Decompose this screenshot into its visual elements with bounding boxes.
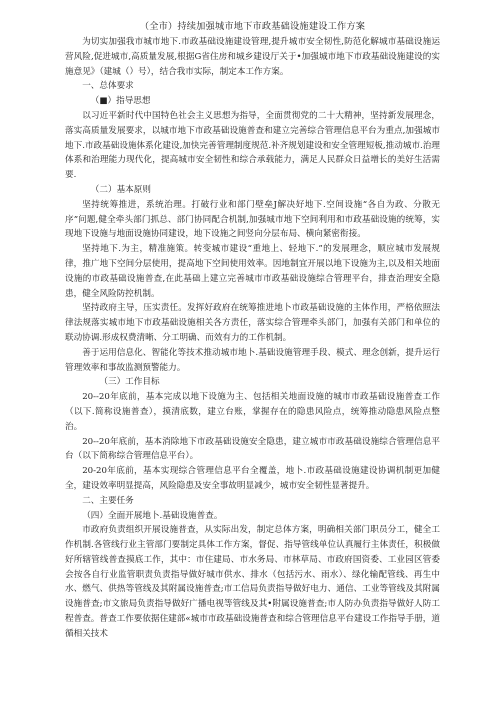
section-1-sub-3-heading: （三）工作目标 bbox=[99, 377, 160, 388]
principle-paragraph-4: 善于运用信息化、智能化等技术推动城市地卜.基础设施管理手段、模式、理念创新，提升运行管理效率和事故监测预警能力。 bbox=[65, 347, 440, 373]
section-2-heading: 二、主要任务 bbox=[82, 495, 134, 506]
guiding-ideology-paragraph: 以习近平新时代中国特色社会主义思想为指导，全面贯彻党的二十大精神，坚持新发展理念，落实高质量发展要求，以城市地下市政基础设施普查和建立完善综合管理信息平台为重点,加强城市地下.市政基础设施体系化建设,加快完善管理制度规范.补齐规划建设和安全管理短板,推动城市.治理体系和治理能力现代化，提高城市安全韧性和综合承载能力，满足人民群众日益增长的美好生活需要. bbox=[65, 110, 440, 181]
section-2-sub-1-heading: （四）全面开展地卜.基础设施普查。 bbox=[82, 510, 223, 521]
principle-paragraph-3: 坚持政府主导，压实责任。发挥好政府在统筹推进地卜市政基础设施的主体作用，严格依照法律法规落实城市地下市政基础设施相关各方责任，落实综合管理牵头部门，加强有关部门和单位的联动协调.形成权费清晰、分工明确、而效有力的工作机制。 bbox=[65, 303, 440, 343]
intro-paragraph: 为切实加强我市城市地下.市政基础设施建设管理,提升城市安全韧性,防范化解城市基础设施运营风险,促进城市,高质量发展,根据G省住房和城乡建设厅关于•加强城市地下市政基础设施建设的实施意见》（建城（）号），结合我市实际，制定本工作方案。 bbox=[65, 37, 440, 77]
survey-paragraph: 市政府负责组织开展设施普查，从实际出发，制定总体方案，明确相关部门职员分工，健全工作机制.各管线行业主管部门要制定具体工作方案，督促、指导管线单位认真履行主体责任，积极做好所辖管线普查摸底工作，其中：市住建局、市水务局、市林草局、市政府国资委、工业园区管委会按各自行业监管职责负责指导做好城市供水、排水（包括污水、雨水）、绿化输配管线、再生中水、燃气、供热等管线及其附属设施普查;市工信局负责指导做好电力、通信、工业等管线及其附属设施普查;市文旅局负责指导做好广播电视等管线及其•附属设施普查;市人防办负责指导做好人防工程普查。普查工作要依据住建部«城市市政基础设施普查和综合管理信息平台建设工作指导手册，道循相关技术 bbox=[65, 525, 440, 639]
section-1-sub-2-heading: （二）基本原则 bbox=[90, 184, 151, 195]
goal-paragraph-1: 20--20年底前，基本完成以地下设施为主、包括相关地面设施的城市市政基础设施普查工作（以下.简称设施普查），摸清底数，建立台账，掌握存在的隐患风险点，统筹推动隐患风险点整治。 bbox=[65, 392, 440, 432]
goal-paragraph-2: 20--20年底前，基本消除地下市政基础设施安全隐患，建立城市市政基础设施综合管理信息平台（以下简称综合管理信息平台）。 bbox=[65, 436, 440, 462]
section-1-heading: 一、总体要求 bbox=[82, 81, 134, 92]
goal-paragraph-3: 20-20年底前，基本实现综合管理信息平台全覆盖，地卜.市政基础设施建设协调机制更加健全，建设效率明显提高，风险隐患及安全事故明显减少，城市安全韧性显著提升。 bbox=[65, 466, 440, 491]
principle-paragraph-2: 坚持地下.为主，精准施策。转变城市建设“重地上、轻地下.”的发展理念，顺应城市发展规律，推广地下空间分层使用，提高地下空间使用效率。因地制宜开展以地下设施为主,以及相关地面设施的市政基础设施普查,在此基础上建立完善城市市政基础设施综合管理平台，排查治理安全隐患，健全风险防控机制。 bbox=[65, 244, 440, 299]
document-title: （全市）持续加强城市地下市政基础设施建设工作方案 bbox=[139, 21, 366, 32]
section-1-sub-1-heading: （■）指导思想 bbox=[90, 96, 151, 107]
principle-paragraph-1: 坚持统筹推进，系统治理。打破行业和部门壁垒J解决好地下.空间设施“各自为政、分散无序”问题,健全牵头部门抓总、部门协同配合机制,加强城市地下空间利用和市政基础设施的统筹，实现地下设施与地面设施协同建设，地下设施之间竖向分层布局、横向紧密衔接。 bbox=[65, 199, 440, 240]
